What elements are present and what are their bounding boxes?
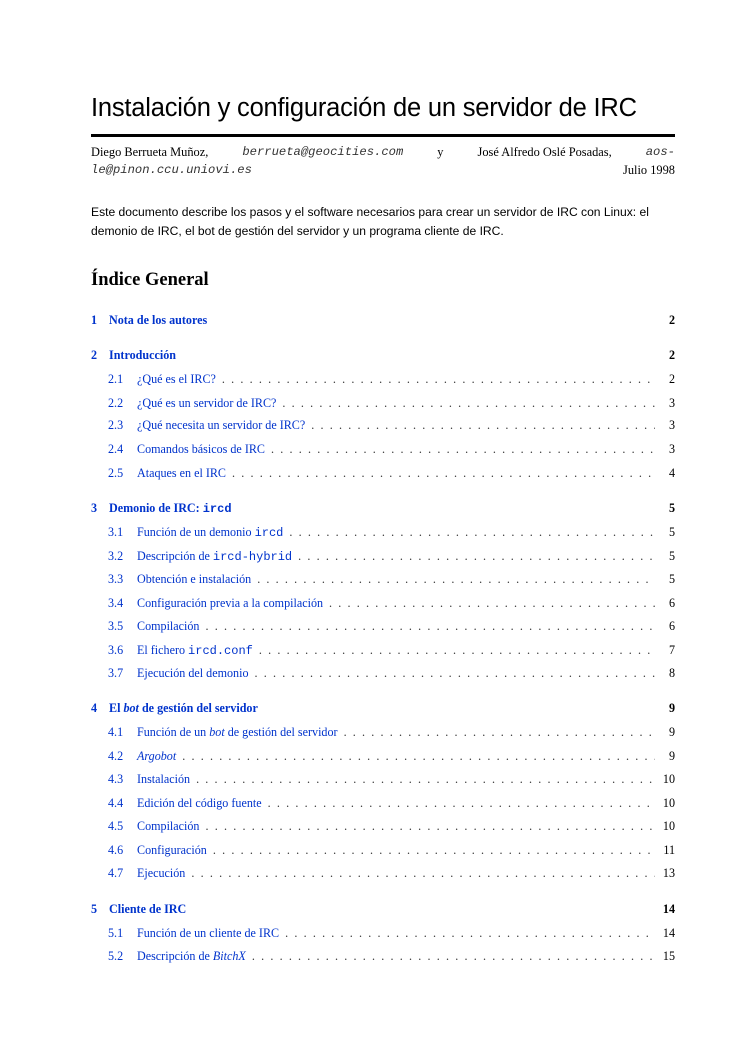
toc-page-number: 15	[662, 949, 675, 963]
toc-entry-number: 4.6	[108, 843, 124, 857]
toc-entry-number: 1	[91, 313, 98, 327]
toc-section-link[interactable]	[91, 701, 675, 719]
toc-page-number: 11	[663, 843, 675, 857]
toc-entry-title	[137, 772, 196, 787]
toc-entry-title-italic: bot	[123, 701, 139, 715]
document-title: Instalación y configuración de un servidor de IRC	[91, 94, 637, 122]
toc-subsection-link[interactable]	[91, 725, 675, 743]
toc-entry-title	[137, 572, 257, 587]
toc-page-number: 8	[668, 666, 675, 680]
toc-dot-leader	[252, 949, 655, 964]
toc-subsection-link[interactable]	[91, 619, 675, 637]
toc-entry-number: 4.7	[108, 866, 124, 880]
toc-entry-title-text: El fichero	[137, 643, 189, 657]
toc-page-number: 3	[668, 396, 675, 410]
toc-entry-title-text: Descripción de	[137, 549, 213, 563]
toc-entry-title	[137, 442, 271, 457]
toc-dot-leader	[257, 572, 655, 587]
toc-entry-number: 2.5	[108, 466, 124, 480]
toc-dot-leader	[289, 525, 655, 540]
toc-entry-title	[137, 643, 259, 658]
author-email-2-end[interactable]: le@pinon.ccu.uniovi.es	[91, 163, 252, 177]
toc-entry-title-text: Configuración	[137, 843, 207, 857]
toc-entry-number: 3.7	[108, 666, 124, 680]
toc-entry-title-text: Ejecución del demonio	[137, 666, 249, 680]
toc-entry-title-code: ircd	[202, 502, 232, 516]
toc-entry-number: 3.1	[108, 525, 124, 539]
toc-page-number: 7	[668, 643, 675, 657]
toc-entry-title-text: Función de un	[137, 725, 210, 739]
toc-entry-title-text: Compilación	[137, 619, 200, 633]
toc-subsection-link[interactable]	[91, 749, 675, 767]
toc-entry-title-text: ¿Qué necesita un servidor de IRC?	[137, 418, 306, 432]
toc-subsection-link[interactable]	[91, 572, 675, 590]
toc-entry-title	[109, 348, 182, 363]
toc-page-number: 10	[662, 819, 675, 833]
toc-entry-title-code: ircd-hybrid	[212, 550, 293, 564]
toc-entry-title	[137, 796, 268, 811]
toc-page-number: 13	[662, 866, 675, 880]
toc-entry-title-italic: bot	[209, 725, 225, 739]
toc-dot-leader	[222, 372, 655, 387]
toc-dot-leader	[329, 596, 655, 611]
toc-entry-number: 2.1	[108, 372, 124, 386]
toc-entry-title	[109, 313, 213, 328]
toc-page-number: 10	[662, 772, 675, 786]
toc-entry-title	[137, 418, 311, 433]
toc-page-number: 5	[668, 501, 675, 515]
toc-dot-leader	[213, 843, 655, 858]
toc-page-number: 5	[668, 525, 675, 539]
toc-entry-number: 2	[91, 348, 98, 362]
toc-subsection-link[interactable]	[91, 418, 675, 436]
author-email-2-start[interactable]: aos-	[645, 145, 675, 159]
toc-entry-number: 3.5	[108, 619, 124, 633]
toc-heading: Índice General	[91, 270, 209, 290]
toc-entry-title	[137, 666, 255, 681]
toc-entry-number: 3	[91, 501, 98, 515]
toc-dot-leader	[182, 749, 655, 764]
authors-block	[91, 143, 675, 179]
toc-entry-number: 2.4	[108, 442, 124, 456]
toc-entry-title-italic: BitchX	[212, 949, 246, 963]
toc-entry-title	[137, 843, 213, 858]
toc-page-number: 3	[668, 418, 675, 432]
toc-entry-title-text: Cliente de IRC	[109, 902, 187, 916]
author-email-1[interactable]: berrueta@geocities.com	[242, 145, 404, 159]
toc-subsection-link[interactable]	[91, 772, 675, 790]
toc-dot-leader	[271, 442, 655, 457]
toc-dot-leader	[259, 643, 655, 658]
toc-subsection-link[interactable]	[91, 442, 675, 460]
toc-entry-title	[137, 926, 285, 941]
toc-entry-title	[109, 701, 264, 716]
toc-page-number: 9	[668, 701, 675, 715]
toc-dot-leader	[285, 926, 655, 941]
toc-section-link[interactable]	[91, 348, 675, 366]
toc-page-number: 9	[668, 725, 675, 739]
toc-entry-title	[137, 525, 289, 540]
toc-entry-title	[137, 596, 329, 611]
toc-entry-number: 4.1	[108, 725, 124, 739]
toc-page-number: 10	[662, 796, 675, 810]
toc-dot-leader	[205, 619, 655, 634]
toc-entry-title	[137, 549, 298, 564]
author-name-1: Diego Berrueta Muñoz,	[91, 145, 209, 159]
toc-entry-title-text: Función de un cliente de IRC	[137, 926, 280, 940]
toc-entry-title-code: ircd.conf	[188, 644, 253, 658]
toc-entry-title	[137, 372, 222, 387]
toc-section-link[interactable]	[91, 501, 675, 519]
toc-entry-number: 4	[91, 701, 98, 715]
toc-page-number: 14	[662, 902, 675, 916]
toc-page-number: 5	[668, 572, 675, 586]
toc-page-number: 6	[668, 619, 675, 633]
toc-page-number: 2	[668, 313, 675, 327]
toc-entry-number: 2.3	[108, 418, 124, 432]
toc-entry-number: 5.2	[108, 949, 124, 963]
toc-entry-title-text: Ejecución	[137, 866, 186, 880]
toc-dot-leader	[196, 772, 655, 787]
toc-entry-title	[137, 725, 344, 740]
toc-entry-title-code: ircd	[254, 526, 284, 540]
toc-page-number: 14	[662, 926, 675, 940]
toc-entry-title-text: Configuración previa a la compilación	[137, 596, 324, 610]
toc-dot-leader	[282, 396, 655, 411]
toc-page-number: 4	[668, 466, 675, 480]
toc-entry-title-text: de gestión del servidor	[224, 725, 338, 739]
toc-entry-number: 3.4	[108, 596, 124, 610]
toc-dot-leader	[311, 418, 655, 433]
toc-subsection-link[interactable]	[91, 396, 675, 414]
toc-entry-number: 5.1	[108, 926, 124, 940]
toc-entry-title-text: ¿Qué es el IRC?	[137, 372, 216, 386]
toc-entry-number: 3.3	[108, 572, 124, 586]
toc-subsection-link[interactable]	[91, 643, 675, 661]
toc-subsection-link[interactable]	[91, 549, 675, 567]
toc-entry-title-text: Edición del código fuente	[137, 796, 262, 810]
toc-entry-number: 4.3	[108, 772, 124, 786]
toc-entry-title	[137, 749, 182, 764]
toc-subsection-link[interactable]	[91, 926, 675, 944]
toc-subsection-link[interactable]	[91, 796, 675, 814]
toc-page-number: 2	[668, 348, 675, 362]
toc-entry-title-text: Demonio de IRC:	[109, 501, 203, 515]
toc-entry-title-text: Descripción de	[137, 949, 213, 963]
toc-entry-number: 2.2	[108, 396, 124, 410]
abstract: Este documento describe los pasos y el software necesarios para crear un servidor de IRC con Linux: el demonio de IRC, el bot de gestión del servidor y un programa cliente de IRC.	[91, 205, 649, 238]
toc-entry-number: 4.2	[108, 749, 124, 763]
toc-entry-title-text: Comandos básicos de IRC	[137, 442, 265, 456]
toc-entry-title-text: Instalación	[137, 772, 191, 786]
toc-entry-title	[109, 501, 238, 516]
toc-entry-title	[109, 902, 192, 917]
toc-dot-leader	[191, 866, 655, 881]
toc-entry-number: 3.2	[108, 549, 124, 563]
toc-subsection-link[interactable]	[91, 525, 675, 543]
toc-subsection-link[interactable]	[91, 949, 675, 967]
toc-entry-title-text: Función de un demonio	[137, 525, 255, 539]
document-date: Julio 1998	[623, 163, 675, 177]
toc-subsection-link[interactable]	[91, 819, 675, 837]
toc-section-link[interactable]	[91, 902, 675, 920]
toc-section-link[interactable]	[91, 313, 675, 331]
toc-dot-leader	[205, 819, 655, 834]
toc-entry-number: 5	[91, 902, 98, 916]
toc-entry-number: 4.5	[108, 819, 124, 833]
toc-entry-title	[137, 819, 205, 834]
toc-entry-number: 4.4	[108, 796, 124, 810]
toc-entry-title-italic: Argobot	[137, 749, 177, 763]
toc-subsection-link[interactable]	[91, 666, 675, 684]
toc-entry-title	[137, 396, 282, 411]
toc-dot-leader	[268, 796, 655, 811]
toc-page-number: 5	[668, 549, 675, 563]
toc-entry-title-text: El	[109, 701, 124, 715]
toc-subsection-link[interactable]	[91, 843, 675, 861]
toc-dot-leader	[344, 725, 655, 740]
toc-subsection-link[interactable]	[91, 466, 675, 484]
toc-page-number: 9	[668, 749, 675, 763]
author-conjunction: y	[437, 145, 444, 159]
toc-page-number: 2	[668, 372, 675, 386]
toc-entry-title-text: Nota de los autores	[109, 313, 208, 327]
toc-dot-leader	[298, 549, 655, 564]
toc-dot-leader	[255, 666, 656, 681]
toc-page-number: 3	[668, 442, 675, 456]
author-name-2: José Alfredo Oslé Posadas,	[477, 145, 612, 159]
toc-entry-title-text: ¿Qué es un servidor de IRC?	[137, 396, 277, 410]
toc-subsection-link[interactable]	[91, 372, 675, 390]
toc-entry-title	[137, 619, 205, 634]
toc-entry-title-text: Introducción	[109, 348, 176, 362]
toc-entry-number: 3.6	[108, 643, 124, 657]
toc-subsection-link[interactable]	[91, 866, 675, 884]
toc-entry-title	[137, 866, 191, 881]
toc-subsection-link[interactable]	[91, 596, 675, 614]
toc-entry-title-text: Ataques en el IRC	[137, 466, 227, 480]
toc-entry-title	[137, 466, 232, 481]
title-rule	[91, 134, 675, 137]
toc-page-number: 6	[668, 596, 675, 610]
toc-entry-title	[137, 949, 252, 964]
toc-entry-title-text: de gestión del servidor	[138, 701, 258, 715]
toc-dot-leader	[232, 466, 655, 481]
toc-entry-title-text: Compilación	[137, 819, 200, 833]
toc-entry-title-text: Obtención e instalación	[137, 572, 252, 586]
